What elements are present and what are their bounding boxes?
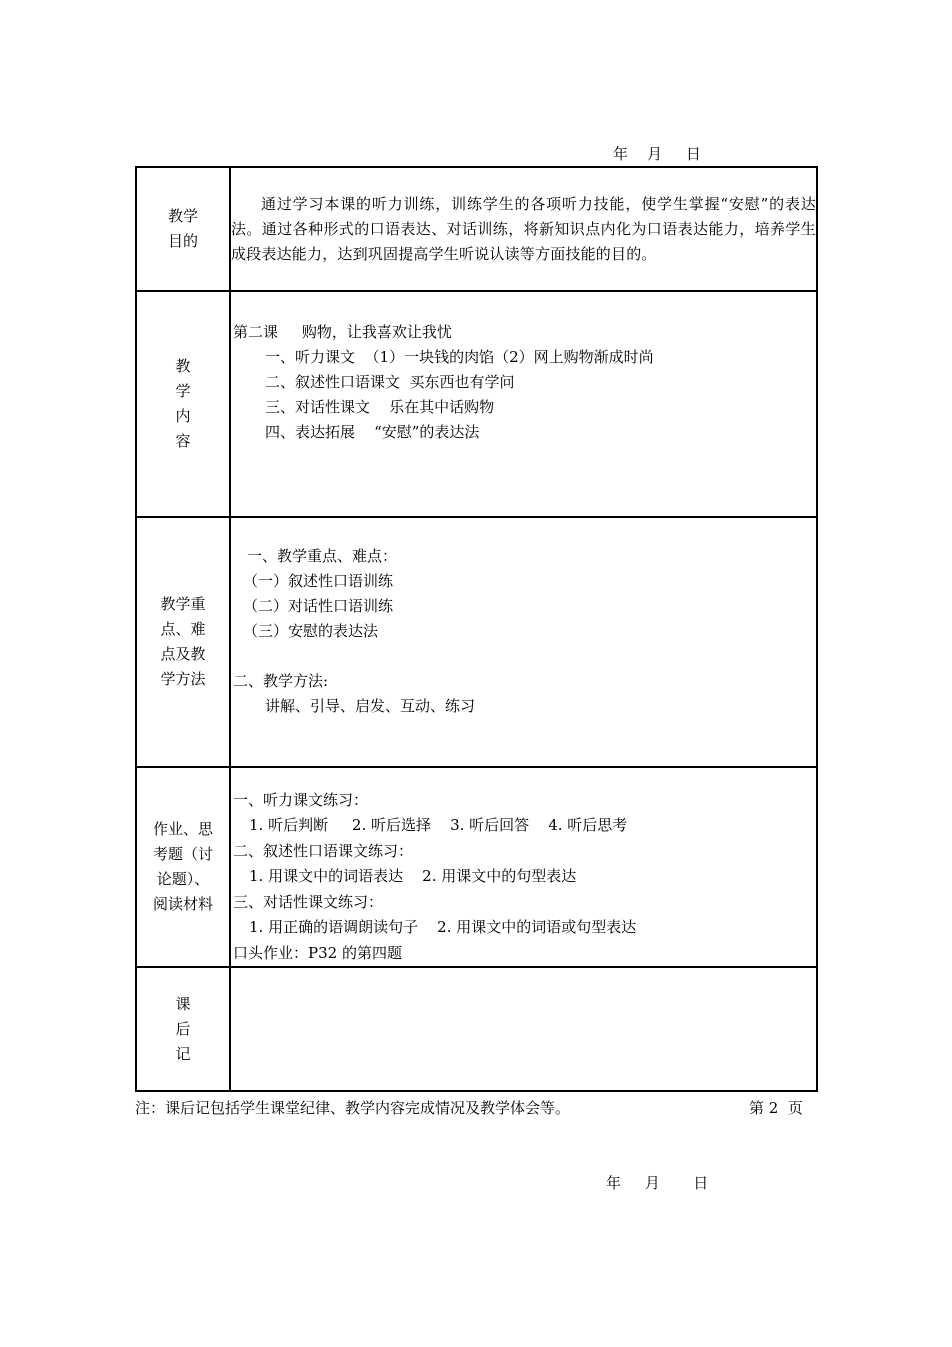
homework-line: 三、对话性课文练习： xyxy=(233,892,384,911)
homework-line: 二、叙述性口语课文练习： xyxy=(233,841,414,860)
table-row-afterclass xyxy=(136,967,817,1091)
focus-line: （二）对话性口语训练 xyxy=(243,597,394,615)
homework-line: 1. 用正确的语调朗读句子 2. 用课文中的词语或句型表达 xyxy=(249,918,637,936)
homework-line: 一、听力课文练习： xyxy=(233,790,369,809)
content-line: 第二课 购物，让我喜欢让我忧 xyxy=(233,323,452,341)
homework-label: 作业、思 考题（讨 论题）、 阅读材料 xyxy=(136,767,230,967)
content-line: 三、对话性课文 乐在其中话购物 xyxy=(265,398,495,416)
content-line: 四、表达拓展 “安慰”的表达法 xyxy=(265,423,480,441)
header-date: 年 月 日 xyxy=(613,145,701,163)
table-row-content xyxy=(136,291,817,517)
lesson-plan-table xyxy=(135,166,818,1092)
purpose-text: 通过学习本课的听力训练，训练学生的各项听力技能，使学生掌握“安慰”的表达法。通过各种形式的口语表达、对话训练，将新知识点内化为口语表达能力，培养学生成段表达能力，达到巩固提高学生听说认读等方面技能的目的。 xyxy=(231,194,816,263)
homework-line: 1. 用课文中的词语表达 2. 用课文中的句型表达 xyxy=(249,867,577,885)
table-row-focus xyxy=(136,517,817,767)
focus-label: 教学重 点、难 点及教 学方法 xyxy=(136,517,230,767)
table-row-purpose xyxy=(136,167,817,291)
content-line: 二、叙述性口语课文 买东西也有学问 xyxy=(265,373,515,391)
page-number: 第 2 页 xyxy=(749,1099,803,1117)
footnote: 注：课后记包括学生课堂纪律、教学内容完成情况及教学体会等。 xyxy=(135,1099,571,1117)
purpose-body xyxy=(230,167,817,291)
content-label: 教 学 内 容 xyxy=(136,291,230,517)
focus-line: 讲解、引导、启发、互动、练习 xyxy=(265,697,476,715)
focus-body xyxy=(230,517,817,767)
focus-line: 一、教学重点、难点： xyxy=(247,547,398,565)
homework-line: 1. 听后判断 2. 听后选择 3. 听后回答 4. 听后思考 xyxy=(249,816,628,834)
purpose-label: 教学 目的 xyxy=(136,167,230,291)
homework-line: 口头作业：P32 的第四题 xyxy=(233,943,402,962)
afterclass-label: 课 后 记 xyxy=(136,967,230,1091)
content-line: 一、听力课文 （1）一块钱的肉馅（2）网上购物渐成时尚 xyxy=(265,348,654,366)
afterclass-body xyxy=(230,967,817,1091)
focus-line xyxy=(231,644,816,669)
focus-line: （一）叙述性口语训练 xyxy=(243,572,394,590)
homework-body xyxy=(230,767,817,967)
footer-date: 年 月 日 xyxy=(606,1174,709,1192)
focus-line: 二、教学方法: xyxy=(233,672,329,690)
content-body xyxy=(230,291,817,517)
focus-line: （三）安慰的表达法 xyxy=(243,622,379,640)
table-row-homework xyxy=(136,767,817,967)
